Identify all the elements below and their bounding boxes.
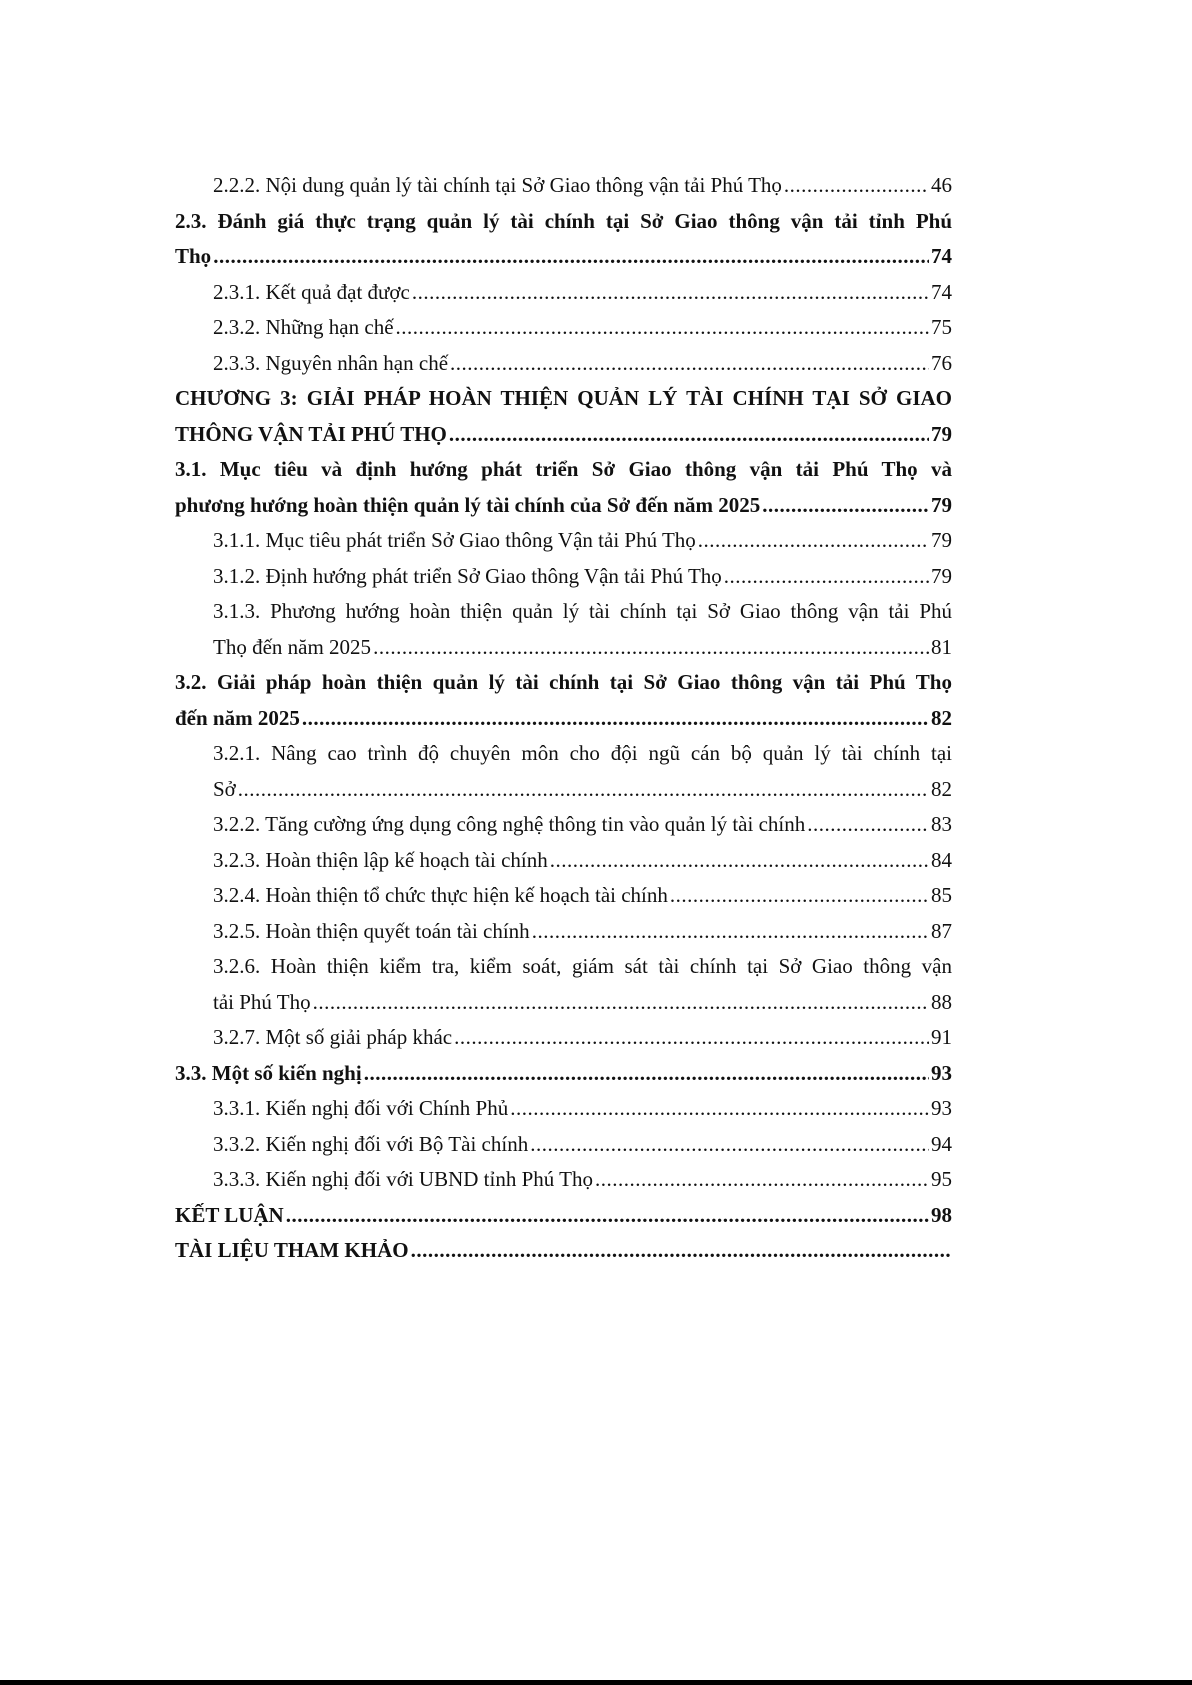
page-bottom-edge (0, 1680, 1192, 1685)
toc-entry[interactable] (175, 665, 952, 736)
toc-page-number: 79 (931, 492, 952, 517)
toc-entry[interactable] (175, 452, 952, 523)
toc-entry[interactable] (175, 1091, 952, 1127)
toc-page-number: 93 (931, 1060, 952, 1085)
dot-leader (595, 1162, 929, 1198)
toc-entry[interactable] (175, 204, 952, 275)
toc-entry-title: 3.3.3. Kiến nghị đối với UBND tỉnh Phú Thọ (213, 1167, 593, 1191)
toc-entry[interactable] (175, 736, 952, 807)
toc-entry-title: 3.3. Một số kiến nghị (175, 1060, 362, 1085)
toc-entry[interactable] (175, 807, 952, 843)
toc-page-number: 91 (931, 1025, 952, 1049)
dot-leader (313, 985, 929, 1021)
toc-page-number: 81 (931, 634, 952, 659)
toc-entry-title: 3.1.1. Mục tiêu phát triển Sở Giao thông Vận tải Phú Thọ (213, 528, 696, 552)
toc-entry-title: THÔNG VẬN TẢI PHÚ THỌ (175, 421, 447, 446)
toc-page-number: 83 (931, 812, 952, 836)
toc-entry-title: TÀI LIỆU THAM KHẢO (175, 1238, 409, 1262)
toc-entry[interactable] (175, 559, 952, 595)
toc-page-number: 95 (931, 1167, 952, 1191)
toc-page-number: 46 (931, 173, 952, 197)
toc-page-number: 82 (931, 776, 952, 801)
toc-page-number: 74 (931, 279, 952, 304)
toc-entry-title: 3.3.2. Kiến nghị đối với Bộ Tài chính (213, 1131, 529, 1156)
toc-entry[interactable] (175, 1127, 952, 1163)
dot-leader (698, 523, 929, 559)
toc-page-number: 98 (931, 1202, 952, 1227)
toc-page-number: 79 (931, 528, 952, 552)
toc-page-number: 85 (931, 883, 952, 907)
toc-entry[interactable] (175, 914, 952, 950)
toc-page-number: 84 (931, 847, 952, 872)
toc-entry-title: tải Phú Thọ (213, 989, 311, 1014)
toc-entry-title-line: 3.2. Giải pháp hoàn thiện quản lý tài chính tại Sở Giao thông vận tải Phú Thọ (175, 670, 952, 694)
dot-leader (454, 1020, 929, 1056)
toc-entry-title-line: 3.1. Mục tiêu và định hướng phát triển Sở Giao thông vận tải Phú Thọ và (175, 457, 952, 481)
toc-entry[interactable] (175, 1162, 952, 1198)
toc-entry[interactable] (175, 523, 952, 559)
toc-entry-title: phương hướng hoàn thiện quản lý tài chính của Sở đến năm 2025 (175, 492, 761, 517)
dot-leader (286, 1198, 929, 1234)
toc-entry-title: Thọ đến năm 2025 (213, 634, 372, 659)
toc-entry-title: 3.2.2. Tăng cường ứng dụng công nghệ thông tin vào quản lý tài chính (213, 812, 806, 836)
toc-entry[interactable] (175, 949, 952, 1020)
toc-page-number: 76 (931, 350, 952, 375)
dot-leader (411, 1233, 950, 1269)
dot-leader (302, 701, 929, 737)
dot-leader (396, 310, 929, 346)
toc-entry-title: Sở (213, 776, 236, 801)
dot-leader (807, 807, 929, 843)
toc-entry-title-line: 3.2.1. Nâng cao trình độ chuyên môn cho đội ngũ cán bộ quản lý tài chính tại (213, 741, 952, 765)
toc-entry[interactable] (175, 594, 952, 665)
toc-entry-title: Thọ (175, 244, 212, 268)
toc-entry[interactable] (175, 1198, 952, 1234)
toc-entry-title: 3.2.7. Một số giải pháp khác (213, 1025, 453, 1049)
toc-entry-title-line: CHƯƠNG 3: GIẢI PHÁP HOÀN THIỆN QUẢN LÝ TÀI CHÍNH TẠI SỞ GIAO (175, 386, 952, 410)
toc-entry[interactable] (175, 168, 952, 204)
toc-page-number: 79 (931, 421, 952, 446)
dot-leader (373, 630, 929, 666)
dot-leader (449, 417, 929, 453)
dot-leader (550, 843, 929, 879)
toc-entry-title: 3.2.3. Hoàn thiện lập kế hoạch tài chính (213, 847, 548, 872)
toc-page-number: 94 (931, 1131, 952, 1156)
dot-leader (724, 559, 929, 595)
toc-entry-title: KẾT LUẬN (175, 1202, 284, 1227)
toc-entry-title-line: 3.1.3. Phương hướng hoàn thiện quản lý tài chính tại Sở Giao thông vận tải Phú (213, 599, 952, 623)
dot-leader (784, 168, 929, 204)
toc-entry-title: 2.3.2. Những hạn chế (213, 315, 394, 339)
toc-entry-title: 3.1.2. Định hướng phát triển Sở Giao thông Vận tải Phú Thọ (213, 563, 722, 588)
dot-leader (450, 346, 929, 382)
dot-leader (364, 1056, 929, 1092)
toc-entry-title: đến năm 2025 (175, 705, 300, 730)
toc-entry-title: 3.2.5. Hoàn thiện quyết toán tài chính (213, 918, 530, 943)
toc-page-number: 82 (931, 705, 952, 730)
toc-page-number: 88 (931, 989, 952, 1014)
table-of-contents (175, 168, 952, 1269)
toc-entry-title-line: 3.2.6. Hoàn thiện kiểm tra, kiểm soát, giám sát tài chính tại Sở Giao thông vận (213, 954, 952, 978)
toc-entry-title: 2.2.2. Nội dung quản lý tài chính tại Sở Giao thông vận tải Phú Thọ (213, 173, 782, 197)
toc-page-number: 75 (931, 315, 952, 339)
toc-entry-title: 2.3.1. Kết quả đạt được (213, 279, 410, 304)
toc-entry[interactable] (175, 1020, 952, 1056)
dot-leader (238, 772, 929, 808)
toc-entry[interactable] (175, 843, 952, 879)
toc-entry-title: 3.3.1. Kiến nghị đối với Chính Phủ (213, 1096, 509, 1120)
toc-entry[interactable] (175, 346, 952, 382)
dot-leader (530, 1127, 929, 1163)
dot-leader (510, 1091, 929, 1127)
dot-leader (412, 275, 929, 311)
toc-entry-title: 3.2.4. Hoàn thiện tổ chức thực hiện kế hoạch tài chính (213, 883, 668, 907)
toc-page-number: 93 (931, 1096, 952, 1120)
toc-entry[interactable] (175, 381, 952, 452)
dot-leader (670, 878, 929, 914)
toc-entry[interactable] (175, 310, 952, 346)
toc-page-number: 79 (931, 563, 952, 588)
toc-entry[interactable] (175, 275, 952, 311)
toc-entry-title: 2.3.3. Nguyên nhân hạn chế (213, 350, 449, 375)
toc-entry-title-line: 2.3. Đánh giá thực trạng quản lý tài chính tại Sở Giao thông vận tải tỉnh Phú (175, 208, 952, 233)
toc-entry[interactable] (175, 1233, 952, 1269)
toc-page-number: 87 (931, 918, 952, 943)
toc-page-number: 74 (931, 244, 952, 268)
dot-leader (532, 914, 929, 950)
toc-entry[interactable] (175, 1056, 952, 1092)
dot-leader (213, 239, 929, 275)
toc-entry[interactable] (175, 878, 952, 914)
dot-leader (762, 488, 929, 524)
